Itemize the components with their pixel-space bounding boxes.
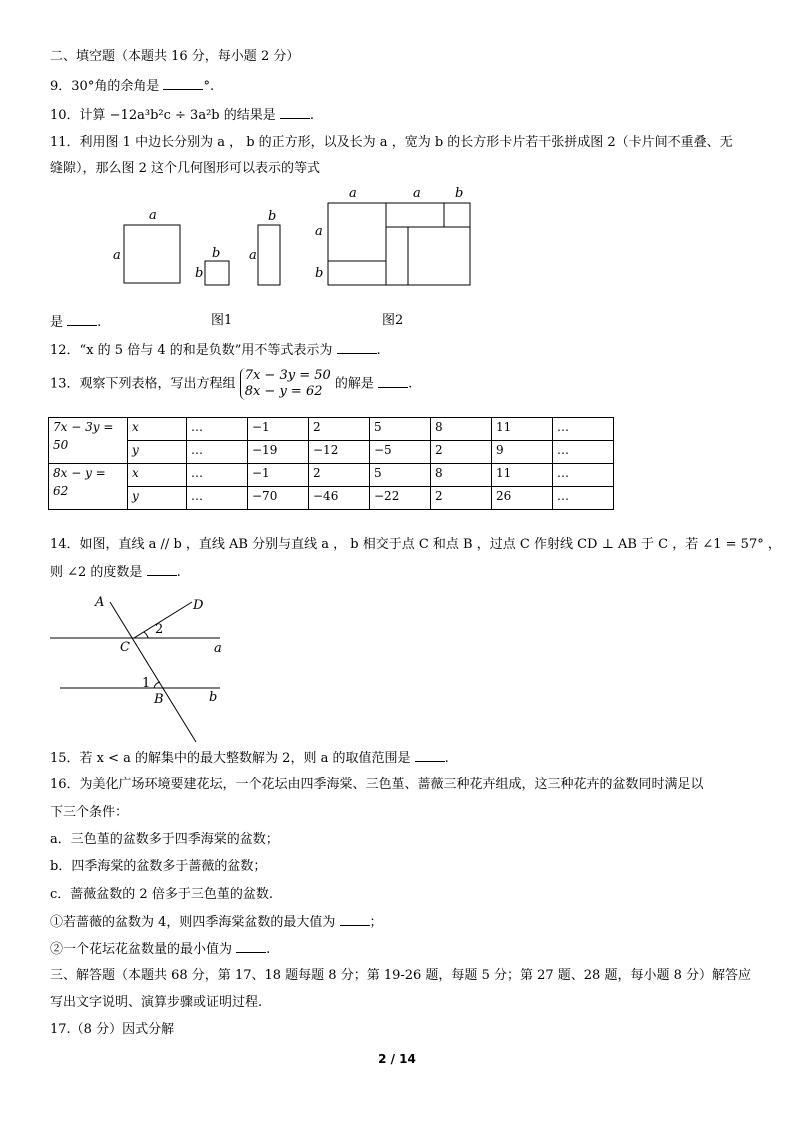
answer-blank <box>280 106 310 119</box>
table-cell: 7x − 3y = 50 <box>49 418 128 464</box>
line-ab <box>110 602 196 742</box>
section-heading: 二、填空题（本题共 16 分，每小题 2 分） <box>50 49 300 64</box>
table-cell: 8 <box>431 418 492 441</box>
line-label-a: a <box>214 641 222 656</box>
table-cell: 11 <box>492 464 553 487</box>
table-cell: −5 <box>370 441 431 464</box>
q10-suffix: . <box>309 108 315 123</box>
table-cell: … <box>553 418 614 441</box>
table-cell: 5 <box>370 464 431 487</box>
label-b: b <box>195 266 204 281</box>
answer-blank <box>147 563 177 576</box>
q15-text: 15．若 x < a 的解集中的最大整数解为 2，则 a 的取值范围是 <box>50 751 411 766</box>
table-cell: y <box>128 487 187 510</box>
answer-blank <box>67 313 97 326</box>
label-a: a <box>249 248 257 263</box>
answer-blank <box>236 940 266 953</box>
table-cell: −46 <box>309 487 370 510</box>
figure-11 <box>100 185 480 295</box>
q11-period: . <box>97 315 102 330</box>
table-cell: … <box>553 464 614 487</box>
square-b <box>205 261 229 285</box>
answer-blank <box>340 913 370 926</box>
table-cell: 8x − y = 62 <box>49 464 128 510</box>
condition-c: c．蔷薇盆数的 2 倍多于三色堇的盆数. <box>50 887 273 902</box>
q12-suffix: . <box>376 343 381 358</box>
label-a: a <box>413 186 421 201</box>
question-14-line2 <box>50 563 181 582</box>
table-cell: 9 <box>492 441 553 464</box>
angle-label-1: 1 <box>142 676 151 691</box>
label-b: b <box>268 209 277 224</box>
question-16-part1 <box>50 913 383 932</box>
label-a: a <box>315 224 323 239</box>
figure-1-caption: 图1 <box>211 313 233 328</box>
question-12 <box>50 341 381 360</box>
q15-suffix: . <box>444 751 449 766</box>
angle-2-arc <box>144 632 148 638</box>
q16-part1-suffix: ； <box>369 915 383 930</box>
table-cell: 11 <box>492 418 553 441</box>
answer-blank <box>337 341 377 354</box>
q9-suffix: °. <box>203 79 215 94</box>
table-cell: −22 <box>370 487 431 510</box>
table-cell: x <box>128 464 187 487</box>
q16-part1-text: ①若蔷薇的盆数为 4，则四季海棠盆数的最大值为 <box>50 915 336 930</box>
table-cell: −12 <box>309 441 370 464</box>
condition-a: a．三色堇的盆数多于四季海棠的盆数； <box>50 832 279 847</box>
table-cell: … <box>553 441 614 464</box>
q13-text: 13．观察下列表格，写出方程组 <box>50 376 236 392</box>
square-a <box>124 225 180 283</box>
question-17: 17.（8 分）因式分解 <box>50 1022 175 1037</box>
q16-part2-suffix: . <box>266 942 271 957</box>
answer-blank <box>378 375 408 388</box>
angle-label-2: 2 <box>155 622 164 637</box>
table-cell: … <box>187 418 248 441</box>
table-row <box>49 464 614 487</box>
equation-system <box>240 368 331 400</box>
point-label-d: D <box>193 598 204 613</box>
table-cell: −1 <box>248 464 309 487</box>
condition-b: b．四季海棠的盆数多于蔷薇的盆数； <box>50 859 267 874</box>
table-row <box>49 418 614 441</box>
section3-instructions: 写出文字说明、演算步骤或证明过程. <box>50 995 263 1010</box>
q13-text-2: 的解是 <box>334 376 374 392</box>
line-label-b: b <box>209 690 218 705</box>
question-11-line2: 缝隙），那么图 2 这个几何图形可以表示的等式 <box>50 161 321 176</box>
table-cell: 2 <box>309 464 370 487</box>
point-label-a: A <box>95 595 105 610</box>
q10-text: 10．计算 −12a³b²c ÷ 3a²b 的结果是 <box>50 108 276 123</box>
table-cell: −1 <box>248 418 309 441</box>
question-14-line1: 14．如图，直线 a // b ，直线 AB 分别与直线 a ， b 相交于点 C 和点 B ，过点 C 作射线 CD ⊥ AB 于 C ，若 ∠1 = 57° ， <box>50 537 781 552</box>
label-a: a <box>113 248 121 263</box>
table-cell: 8 <box>431 464 492 487</box>
table-row <box>49 487 614 510</box>
q14-suffix: . <box>176 565 181 580</box>
question-15 <box>50 749 449 768</box>
point-label-c: C <box>120 640 130 655</box>
page-number: 2 / 14 <box>378 1052 416 1066</box>
question-11-line3 <box>50 313 101 332</box>
table-cell: 2 <box>431 487 492 510</box>
rectangle-ab <box>258 225 280 285</box>
figure-14 <box>48 594 238 744</box>
table-cell: −19 <box>248 441 309 464</box>
table-cell: 2 <box>309 418 370 441</box>
equation-1: 7x − 3y = 50 <box>244 368 331 383</box>
label-b: b <box>315 266 324 281</box>
table-cell: … <box>187 487 248 510</box>
point-label-b: B <box>154 692 164 707</box>
label-b: b <box>455 186 464 201</box>
table-row <box>49 441 614 464</box>
q11-suffix-text: 是 <box>50 315 64 330</box>
q13-suffix: . <box>408 376 413 392</box>
label-a: a <box>149 208 157 223</box>
question-10 <box>50 106 314 125</box>
figure-2-shape <box>328 203 470 285</box>
equation-2: 8x − y = 62 <box>244 384 323 399</box>
label-a: a <box>349 186 357 201</box>
table-cell: 2 <box>431 441 492 464</box>
table-cell: y <box>128 441 187 464</box>
figure-2-caption: 图2 <box>382 313 404 328</box>
q16-part2-text: ②一个花坛花盆数量的最小值为 <box>50 942 233 957</box>
question-13 <box>50 368 412 400</box>
values-table <box>48 417 614 510</box>
answer-blank <box>163 77 203 90</box>
answer-blank <box>415 749 445 762</box>
question-9 <box>50 77 214 96</box>
question-16-part2 <box>50 940 270 959</box>
label-b: b <box>212 246 221 261</box>
table-cell: 26 <box>492 487 553 510</box>
question-11-line1: 11．利用图 1 中边长分别为 a ， b 的正方形，以及长为 a ，宽为 b 的长方形卡片若干张拼成图 2（卡片间不重叠、无 <box>50 135 733 150</box>
table-cell: x <box>128 418 187 441</box>
table-cell: … <box>553 487 614 510</box>
table-cell: … <box>187 464 248 487</box>
angle-1-arc <box>154 682 160 688</box>
question-16-line1: 16．为美化广场环境要建花坛，一个花坛由四季海棠、三色堇、蔷薇三种花卉组成，这三种花卉的盆数同时满足以 <box>50 777 704 792</box>
table-cell: −70 <box>248 487 309 510</box>
table-cell: 5 <box>370 418 431 441</box>
question-16-line2: 下三个条件： <box>50 805 129 820</box>
section3-heading: 三、解答题（本题共 68 分，第 17、18 题每题 8 分；第 19-26 题，每题 5 分；第 27 题、28 题，每小题 8 分）解答应 <box>50 968 751 983</box>
q12-text: 12．“x 的 5 倍与 4 的和是负数”用不等式表示为 <box>50 343 333 358</box>
table-cell: … <box>187 441 248 464</box>
q14-text: 则 ∠2 的度数是 <box>50 565 143 580</box>
q9-text: 9．30°角的余角是 <box>50 79 160 94</box>
